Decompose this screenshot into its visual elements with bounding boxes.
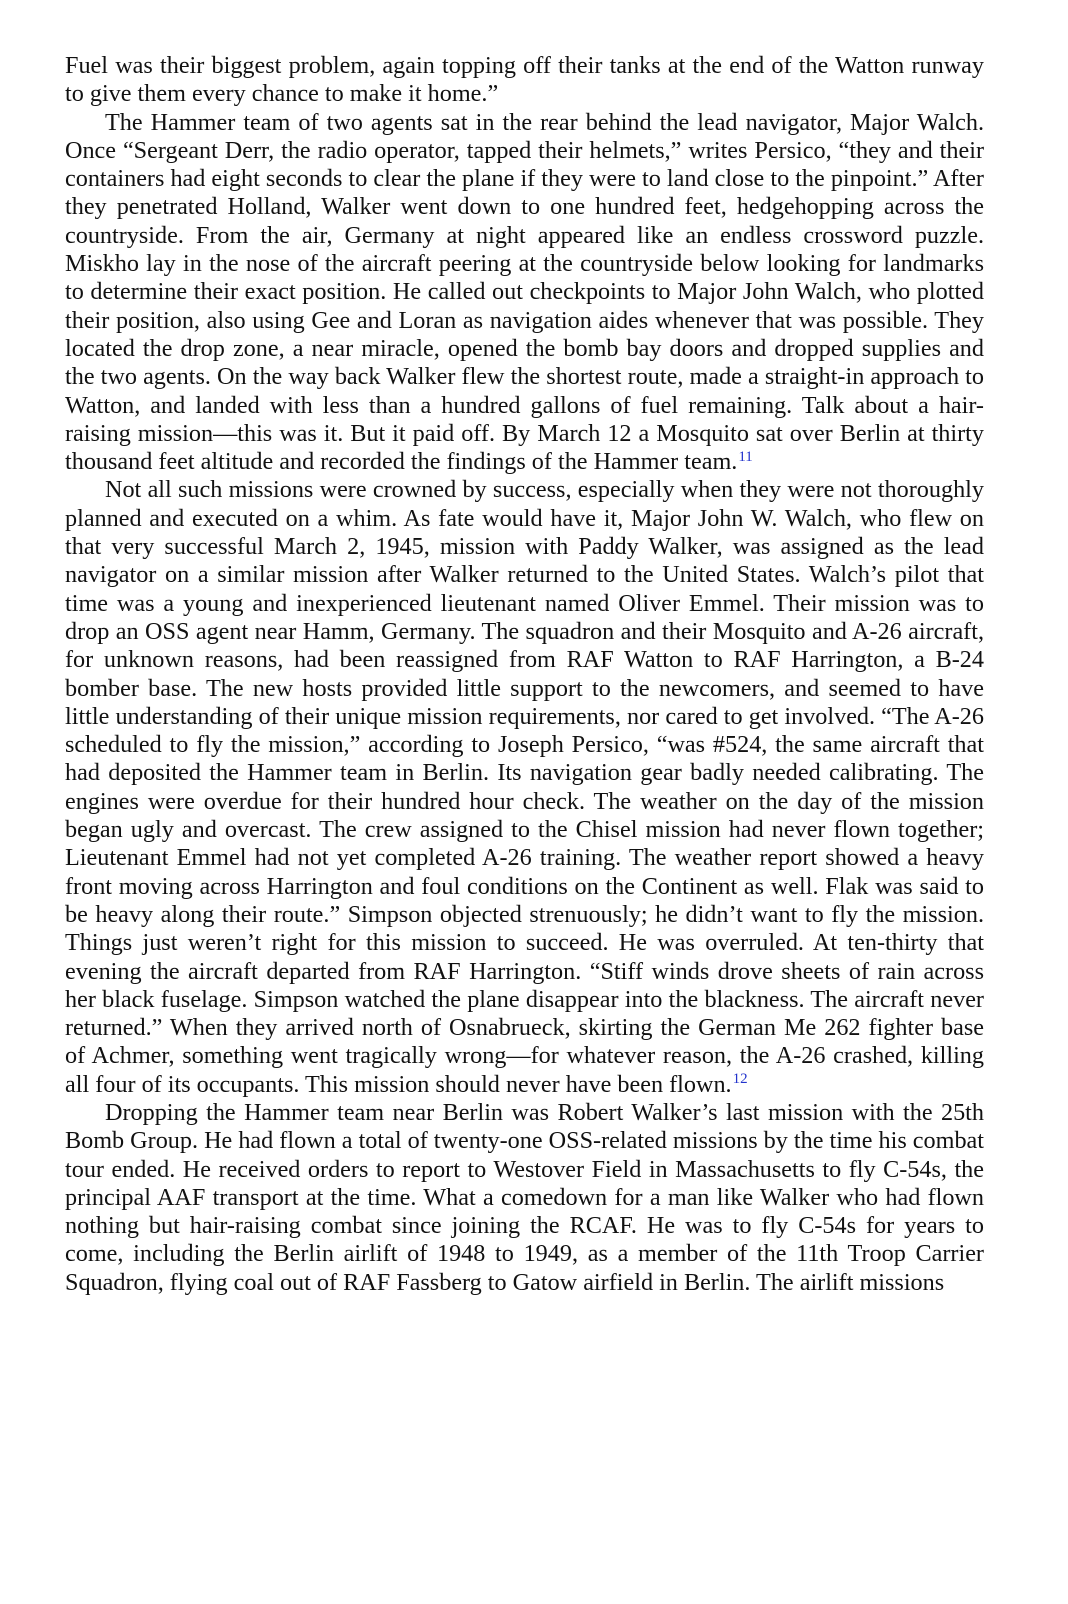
paragraph-3-text: Not all such missions were crowned by success, especially when they were not thoroughly planned and executed on a whim. As fate would have it, Major John W. Walch, who flew on that very successful March 2, 1945, mission with Paddy Walker, was assigned as the lead navigator on a similar mission after Walker returned to the United States. Walch’s pilot that time was a young and inexperienced lieutenant named Oliver Emmel. Their mission was to drop an OSS agent near Hamm, Germany. The squadron and their Mosquito and A-26 aircraft, for unknown reasons, had been reassigned from RAF Watton to RAF Harrington, a B-24 bomber base. The new hosts provided little support to the newcomers, and seemed to have little understanding of their unique mission requirements, nor cared to get involved. “The A-26 scheduled to fly the mission,” according to Joseph Persico, “was #524, the same aircraft that had deposited the Hammer team in Berlin. Its navigation gear badly needed calibrating. The engines were overdue for their hundred hour check. The weather on the day of the mission began ugly and overcast. The crew assigned to the Chisel mission had never flown together; Lieutenant Emmel had not yet completed A-26 training. The weather report showed a heavy front moving across Harrington and foul conditions on the Continent as well. Flak was said to be heavy along their route.” Simpson objected strenuously; he didn’t want to fly the mission. Things just weren’t right for this mission to succeed. He was overruled. At ten-thirty that evening the aircraft departed from RAF Harrington. “Stiff winds drove sheets of rain across her black fuselage. Simpson watched the plane disappear into the blackness. The aircraft never returned.” When they arrived north of Osnabrueck, skirting the German Me 262 fighter base of Achmer, something went tragically wrong—for whatever reason, the A-26 crashed, killing all four of its occupants. This mission should never have been flown. — [65, 476, 984, 1098]
paragraph-2 — [65, 109, 984, 477]
footnote-ref-11[interactable]: 11 — [738, 448, 753, 465]
footnote-ref-12[interactable]: 12 — [732, 1071, 748, 1088]
paragraph-1 — [65, 52, 984, 109]
paragraph-3 — [65, 476, 984, 1099]
paragraph-1-text: Fuel was their biggest problem, again topping off their tanks at the end of the Watton runway to give them every chance to make it home.” — [65, 52, 984, 108]
book-page-body — [65, 52, 984, 1297]
paragraph-4 — [65, 1099, 984, 1297]
paragraph-2-text: The Hammer team of two agents sat in the rear behind the lead navigator, Major Walch. Once “Sergeant Derr, the radio operator, tapped their helmets,” writes Persico, “they and their containers had eight seconds to clear the plane if they were to land close to the pinpoint.” After they penetrated Holland, Walker went down to one hundred feet, hedgehopping across the countryside. From the air, Germany at night appeared like an endless crossword puzzle. Miskho lay in the nose of the aircraft peering at the countryside below looking for landmarks to determine their exact position. He called out checkpoints to Major John Walch, who plotted their position, also using Gee and Loran as navigation aides whenever that was possible. They located the drop zone, a near miracle, opened the bomb bay doors and dropped supplies and the two agents. On the way back Walker flew the shortest route, made a straight-in approach to Watton, and landed with less than a hundred gallons of fuel remaining. Talk about a hair-raising mission—this was it. But it paid off. By March 12 a Mosquito sat over Berlin at thirty thousand feet altitude and recorded the findings of the Hammer team. — [65, 108, 984, 476]
paragraph-4-text: Dropping the Hammer team near Berlin was Robert Walker’s last mission with the 25th Bomb Group. He had flown a total of twenty-one OSS-related missions by the time his combat tour ended. He received orders to report to Westover Field in Massachusetts to fly C-54s, the principal AAF transport at the time. What a comedown for a man like Walker who had flown nothing but hair-raising combat since joining the RCAF. He was to fly C-54s for years to come, including the Berlin airlift of 1948 to 1949, as a member of the 11th Troop Carrier Squadron, flying coal out of RAF Fassberg to Gatow airfield in Berlin. The airlift missions — [65, 1098, 984, 1296]
